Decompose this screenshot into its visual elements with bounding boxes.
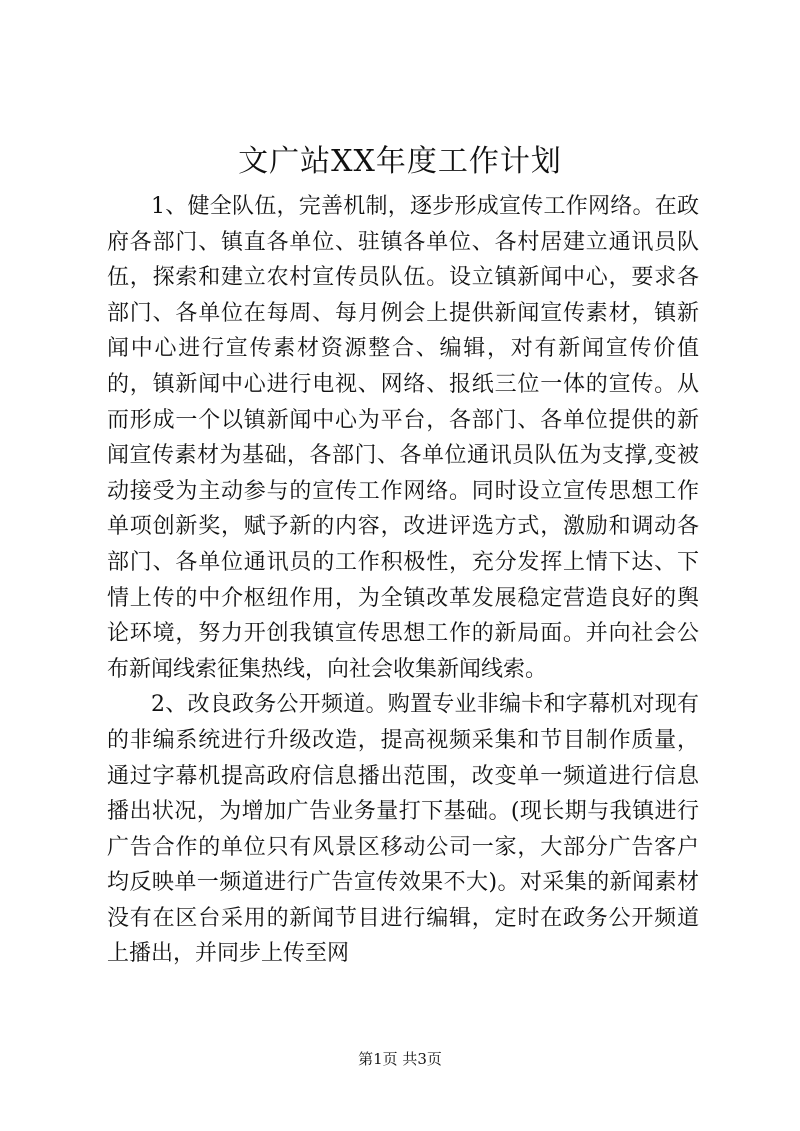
paragraph-2: 2、改良政务公开频道。购置专业非编卡和字幕机对现有的非编系统进行升级改造，提高视频采集和节目制作质量，通过字幕机提高政府信息播出范围，改变单一频道进行信息播出状况，为增加广告业务量打下基础。(现长期与我镇进行广告合作的单位只有风景区移动公司一家，大部分广告客户均反映单一频道进行广告宣传效果不大)。对采集的新闻素材没有在区台采用的新闻节目进行编辑，定时在政务公开频道上播出，并同步上传至网 — [107, 692, 699, 967]
paragraph-1: 1、健全队伍，完善机制，逐步形成宣传工作网络。在政府各部门、镇直各单位、驻镇各单位、各村居建立通讯员队伍，探索和建立农村宣传员队伍。设立镇新闻中心，要求各部门、各单位在每周、每月例会上提供新闻宣传素材，镇新闻中心进行宣传素材资源整合、编辑，对有新闻宣传价值的，镇新闻中心进行电视、网络、报纸三位一体的宣传。从而形成一个以镇新闻中心为平台，各部门、各单位提供的新闻宣传素材为基础，各部门、各单位通讯员队伍为支撑,变被动接受为主动参与的宣传工作网络。同时设立宣传思想工作单项创新奖，赋予新的内容，改进评选方式，激励和调动各部门、各单位通讯员的工作积极性，充分发挥上情下达、下情上传的中介枢纽作用，为全镇改革发展稳定营造良好的舆论环境，努力开创我镇宣传思想工作的新局面。并向社会公布新闻线索征集热线，向社会收集新闻线索。 — [107, 194, 699, 682]
document-body — [107, 189, 699, 972]
document-title: 文广站XX年度工作计划 — [238, 144, 562, 179]
page-number-footer: 第1页 共3页 — [358, 1050, 442, 1068]
